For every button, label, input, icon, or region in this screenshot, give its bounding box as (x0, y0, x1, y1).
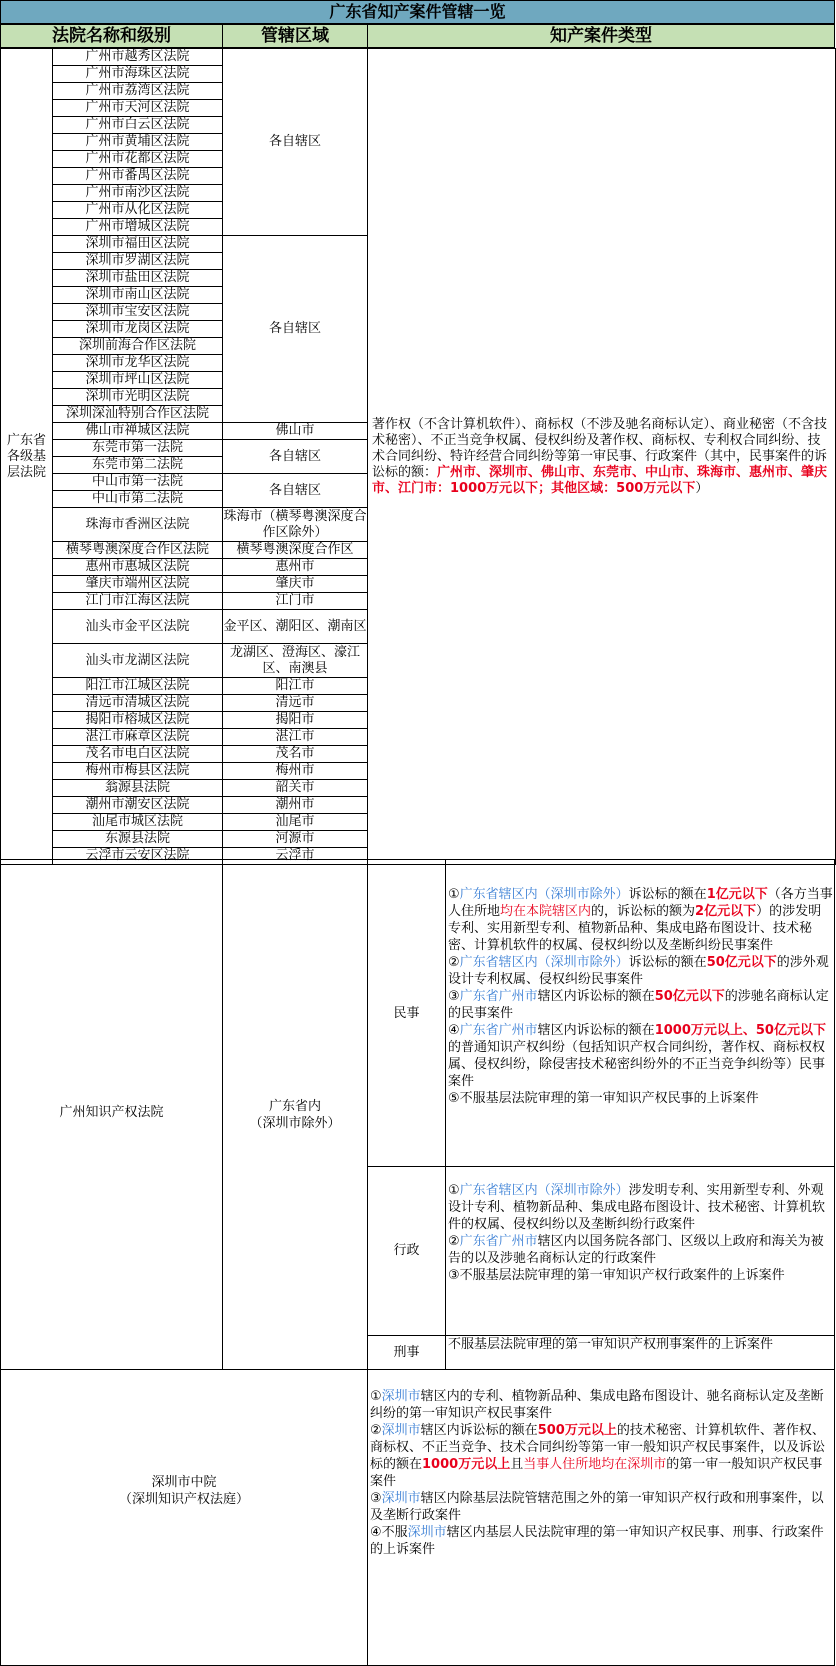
court-sz-5: 深圳市龙岗区法院 (53, 321, 223, 338)
sz-item-1: ①深圳市辖区内的专利、植物新品种、集成电路布图设计、驰名商标认定及垄断纠纷的第一审知识产权民事案件 (370, 1389, 824, 1421)
area-st1: 金平区、潮阳区、潮南区 (223, 610, 368, 644)
court-st2: 汕头市龙湖区法院 (53, 644, 223, 678)
gz-civil-item-3: ③广东省广州市辖区内诉讼标的额在50亿元以下的涉驰名商标认定的民事案件 (448, 989, 829, 1021)
court-sz-0: 深圳市福田区法院 (53, 236, 223, 253)
gz-civil-item-2: ②广东省辖区内（深圳市除外）诉讼标的额在50亿元以下的涉外观设计专利权属、侵权纠纷民事案件 (448, 955, 829, 987)
area-rest-2: 揭阳市 (223, 712, 368, 729)
area-gz: 各自辖区 (223, 49, 368, 236)
court-gz-3: 广州市天河区法院 (53, 100, 223, 117)
court-zh: 珠海市香洲区法院 (53, 508, 223, 542)
header-area: 管辖区域 (222, 24, 368, 48)
area-hq: 横琴粤澳深度合作区 (223, 542, 368, 559)
sz-item-3: ③深圳市辖区内除基层法院管辖范围之外的第一审知识产权行政和刑事案件，以及垄断行政案件 (370, 1491, 824, 1523)
court-rest-5: 梅州市梅县区法院 (53, 763, 223, 780)
court-sz-3: 深圳市南山区法院 (53, 287, 223, 304)
court-sz-10: 深圳深汕特别合作区法院 (53, 406, 223, 423)
sheet-title: 广东省知产案件管辖一览 (0, 0, 835, 24)
area-zq: 肇庆市 (223, 576, 368, 593)
sz-mid-court-block (0, 1369, 835, 1666)
gz-civil-cases (448, 886, 834, 1107)
sz-court-name: 深圳市中院 （深圳知识产权法庭） (118, 1475, 249, 1507)
area-rest-9: 河源市 (223, 831, 368, 848)
court-hz: 惠州市惠城区法院 (53, 559, 223, 576)
area-rest-10: 云浮市 (223, 848, 368, 865)
court-rest-10: 云浮市云安区法院 (53, 848, 223, 865)
court-st1: 汕头市金平区法院 (53, 610, 223, 644)
court-gz-6: 广州市花都区法院 (53, 151, 223, 168)
gz-criminal-label: 刑事 (393, 1345, 420, 1360)
area-zh: 珠海市（横琴粤澳深度合作区除外） (223, 508, 367, 540)
basic-case-types: 著作权（不含计算机软件）、商标权（不涉及驰名商标认定）、商业秘密（不含技术秘密）、不正当竞争权属、侵权纠纷及著作权、商标权、专利权合同纠纷、技术合同纠纷、特许经营合同纠纷等第一审民事、行政案件（其中，民事案件的诉讼标的额：广州市、深圳市、佛山市、东莞市、中山市、珠海市、惠州市、肇庆市、江门市：1000万元以下；其他区域：500万元以下） (368, 49, 836, 865)
court-gz-0: 广州市越秀区法院 (53, 49, 223, 66)
court-sz-7: 深圳市龙华区法院 (53, 355, 223, 372)
gz-civil-item-1: ①广东省辖区内（深圳市除外）诉讼标的额在1亿元以下（各方当事人住所地均在本院辖区内的，诉讼标的额为2亿元以下）的涉发明专利、实用新型专利、植物新品种、集成电路布图设计、技术秘密、计算机软件的权属、侵权纠纷以及垄断纠纷民事案件 (448, 887, 833, 953)
court-gz-8: 广州市南沙区法院 (53, 185, 223, 202)
gz-admin-item-1: ①广东省辖区内（深圳市除外）涉发明专利、实用新型专利、外观设计专利、植物新品种、集成电路布图设计、技术秘密、计算机软件的权属、侵权纠纷以及垄断纠纷行政案件 (448, 1183, 826, 1232)
court-sz-9: 深圳市光明区法院 (53, 389, 223, 406)
court-zs-0: 中山市第一法院 (53, 474, 223, 491)
area-rest-1: 清远市 (223, 695, 368, 712)
area-rest-5: 梅州市 (223, 763, 368, 780)
gz-admin-cases (448, 1182, 834, 1284)
gz-civil-item-5: ⑤不服基层法院审理的第一审知识产权民事的上诉案件 (448, 1091, 759, 1106)
court-dg-0: 东莞市第一法院 (53, 440, 223, 457)
area-zs: 各自辖区 (223, 474, 368, 508)
court-sz-1: 深圳市罗湖区法院 (53, 253, 223, 270)
gz-criminal-cases: 不服基层法院审理的第一审知识产权刑事案件的上诉案件 (448, 1337, 774, 1352)
basic-courts-table (0, 48, 836, 865)
court-gz-10: 广州市增城区法院 (53, 219, 223, 236)
court-gz-9: 广州市从化区法院 (53, 202, 223, 219)
basic-group-label: 广东省各级基层法院 (1, 49, 53, 865)
gz-ip-court-name: 广州知识产权法院 (59, 1105, 164, 1120)
area-fs: 佛山市 (223, 423, 368, 440)
court-rest-3: 湛江市麻章区法院 (53, 729, 223, 746)
court-sz-8: 深圳市坪山区法院 (53, 372, 223, 389)
court-zq: 肇庆市端州区法院 (53, 576, 223, 593)
area-rest-8: 汕尾市 (223, 814, 368, 831)
court-rest-2: 揭阳市榕城区法院 (53, 712, 223, 729)
area-sz: 各自辖区 (223, 236, 368, 423)
area-jm: 江门市 (223, 593, 368, 610)
sz-item-2: ②深圳市辖区内诉讼标的额在500万元以上的技术秘密、计算机软件、著作权、商标权、不正当竞争、技术合同纠纷等第一审一般知识产权民事案件，以及诉讼标的额在1000万元以上且当事人住所地均在深圳市的第一审一般知识产权民事案件 (370, 1423, 826, 1489)
court-zs-1: 中山市第二法院 (53, 491, 223, 508)
court-gz-2: 广州市荔湾区法院 (53, 83, 223, 100)
area-st2: 龙湖区、澄海区、濠江区、南澳县 (223, 644, 368, 678)
court-rest-4: 茂名市电白区法院 (53, 746, 223, 763)
gz-ip-court-block (0, 859, 835, 1370)
gz-admin-item-2: ②广东省广州市辖区内以国务院各部门、区级以上政府和海关为被告的以及涉驰名商标认定的行政案件 (448, 1234, 824, 1266)
area-rest-4: 茂名市 (223, 746, 368, 763)
area-rest-3: 湛江市 (223, 729, 368, 746)
area-rest-7: 潮州市 (223, 797, 368, 814)
area-rest-6: 韶关市 (223, 780, 368, 797)
court-sz-2: 深圳市盐田区法院 (53, 270, 223, 287)
gz-admin-item-3: ③不服基层法院审理的第一审知识产权行政案件的上诉案件 (448, 1268, 785, 1283)
area-dg: 各自辖区 (223, 440, 368, 474)
area-hz: 惠州市 (223, 559, 368, 576)
court-dg-1: 东莞市第二法院 (53, 457, 223, 474)
court-sz-6: 深圳前海合作区法院 (53, 338, 223, 355)
court-rest-6: 翁源县法院 (53, 780, 223, 797)
header-types: 知产案件类型 (367, 24, 835, 48)
gz-ip-area: 广东省内 （深圳市除外） (249, 1099, 341, 1131)
court-hq: 横琴粤澳深度合作区法院 (53, 542, 223, 559)
court-rest-9: 东源县法院 (53, 831, 223, 848)
court-rest-0: 阳江市江城区法院 (53, 678, 223, 695)
sz-cases (370, 1388, 834, 1558)
court-rest-8: 汕尾市城区法院 (53, 814, 223, 831)
court-gz-5: 广州市黄埔区法院 (53, 134, 223, 151)
sz-item-4: ④不服深圳市辖区内基层人民法院审理的第一审知识产权民事、刑事、行政案件的上诉案件 (370, 1525, 824, 1557)
gz-admin-label: 行政 (393, 1243, 420, 1258)
gz-civil-item-4: ④广东省广州市辖区内诉讼标的额在1000万元以上、50亿元以下的普通知识产权纠纷（包括知识产权合同纠纷，著作权、商标权权属、侵权纠纷，除侵害技术秘密纠纷外的不正当竞争纠纷等）民事案件 (448, 1023, 826, 1089)
court-gz-4: 广州市白云区法院 (53, 117, 223, 134)
court-rest-1: 清远市清城区法院 (53, 695, 223, 712)
court-sz-4: 深圳市宝安区法院 (53, 304, 223, 321)
court-gz-7: 广州市番禺区法院 (53, 168, 223, 185)
header-court: 法院名称和级别 (0, 24, 223, 48)
court-gz-1: 广州市海珠区法院 (53, 66, 223, 83)
court-jm: 江门市江海区法院 (53, 593, 223, 610)
court-fs: 佛山市禅城区法院 (53, 423, 223, 440)
area-rest-0: 阳江市 (223, 678, 368, 695)
court-rest-7: 潮州市潮安区法院 (53, 797, 223, 814)
gz-civil-label: 民事 (393, 1006, 420, 1021)
table-row (1, 49, 836, 66)
